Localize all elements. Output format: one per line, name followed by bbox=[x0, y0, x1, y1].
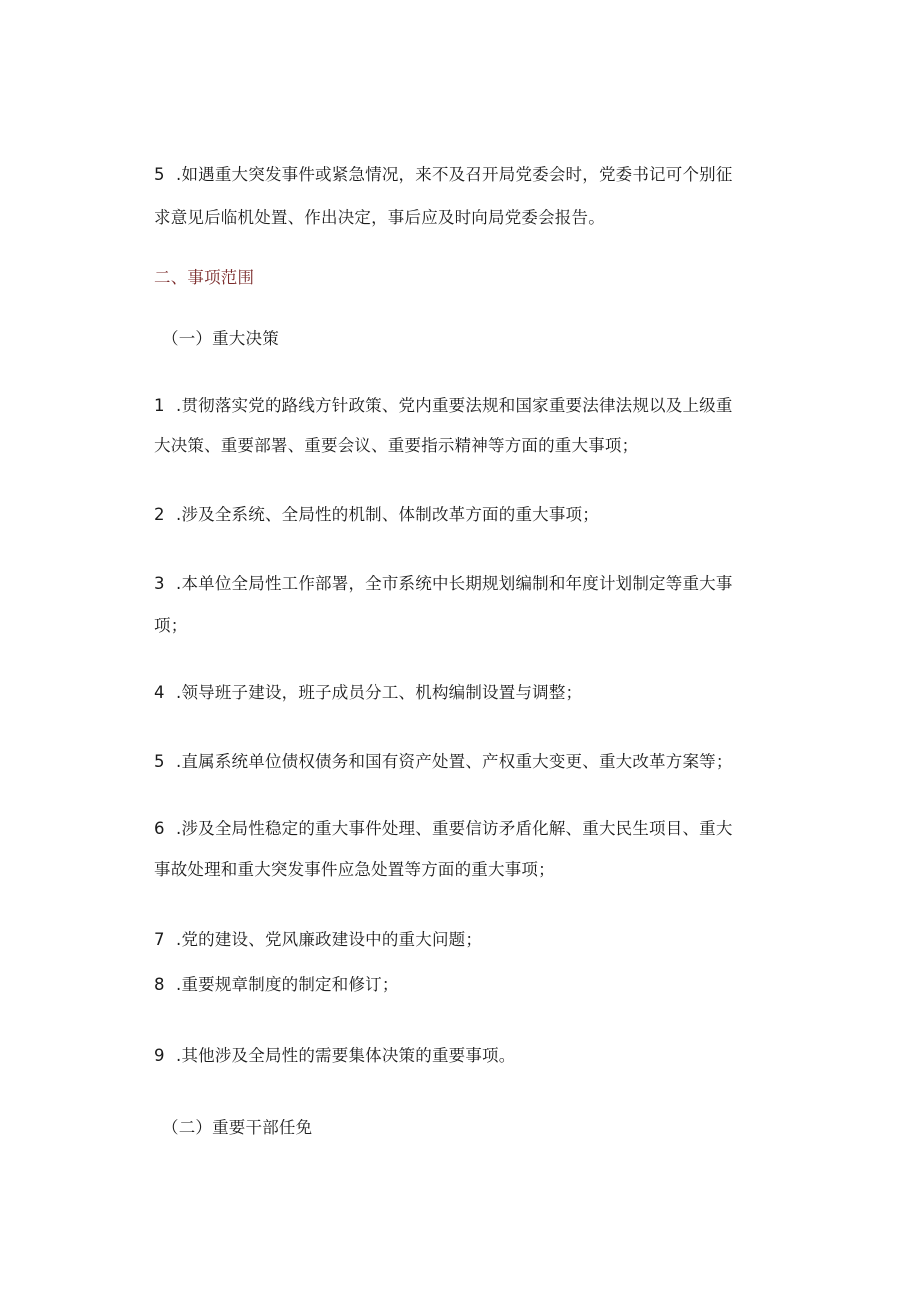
list-item-3-line-1 bbox=[154, 574, 733, 594]
list-item-2 bbox=[154, 505, 599, 525]
paragraph-5-line-1 bbox=[154, 165, 733, 185]
list-item-7 bbox=[154, 930, 482, 950]
item-number: 8 bbox=[154, 975, 165, 994]
item-text: .领导班子建设，班子成员分工、机构编制设置与调整； bbox=[176, 683, 583, 702]
list-item-9 bbox=[154, 1046, 515, 1066]
paragraph-5-line-2: 求意见后临机处置、作出决定，事后应及时向局党委会报告。 bbox=[154, 208, 605, 227]
list-item-6-line-1 bbox=[154, 819, 733, 839]
item-number: 5 bbox=[154, 752, 165, 771]
item-text: .本单位全局性工作部署，全市系统中长期规划编制和年度计划制定等重大事 bbox=[176, 574, 733, 593]
list-item-3-line-2: 项； bbox=[154, 616, 188, 635]
subsection-heading-2: （二）重要干部任免 bbox=[162, 1118, 313, 1137]
list-item-1-line-2: 大决策、重要部署、重要会议、重要指示精神等方面的重大事项； bbox=[154, 436, 639, 455]
paragraph-number: 5 bbox=[154, 165, 165, 184]
item-text: .涉及全系统、全局性的机制、体制改革方面的重大事项； bbox=[176, 505, 599, 524]
item-text: .党的建设、党风廉政建设中的重大问题； bbox=[176, 930, 483, 949]
subsection-heading-1: （一）重大决策 bbox=[162, 329, 279, 348]
item-number: 2 bbox=[154, 505, 165, 524]
list-item-8 bbox=[154, 975, 399, 995]
list-item-5 bbox=[154, 752, 733, 772]
item-text: .涉及全局性稳定的重大事件处理、重要信访矛盾化解、重大民生项目、重大 bbox=[176, 819, 733, 838]
item-text: .其他涉及全局性的需要集体决策的重要事项。 bbox=[176, 1046, 516, 1065]
item-number: 9 bbox=[154, 1046, 165, 1065]
item-number: 1 bbox=[154, 396, 165, 415]
section-heading: 二、事项范围 bbox=[154, 268, 255, 287]
list-item-6-line-2: 事故处理和重大突发事件应急处置等方面的重大事项； bbox=[154, 860, 555, 879]
item-number: 7 bbox=[154, 930, 165, 949]
item-text: .贯彻落实党的路线方针政策、党内重要法规和国家重要法律法规以及上级重 bbox=[176, 396, 733, 415]
item-number: 6 bbox=[154, 819, 165, 838]
paragraph-text: .如遇重大突发事件或紧急情况，来不及召开局党委会时，党委书记可个别征 bbox=[176, 165, 733, 184]
item-number: 3 bbox=[154, 574, 165, 593]
list-item-1-line-1 bbox=[154, 396, 733, 416]
item-text: .重要规章制度的制定和修订； bbox=[176, 975, 399, 994]
item-number: 4 bbox=[154, 683, 165, 702]
item-text: .直属系统单位债权债务和国有资产处置、产权重大变更、重大改革方案等； bbox=[176, 752, 733, 771]
list-item-4 bbox=[154, 683, 582, 703]
